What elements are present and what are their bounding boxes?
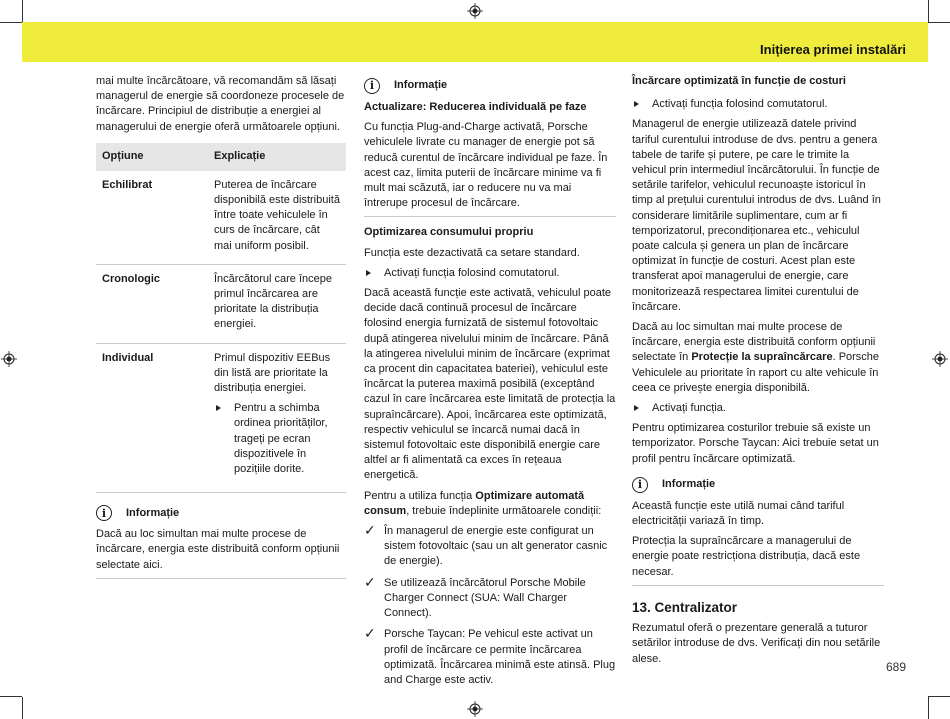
info-icon: i — [364, 78, 380, 94]
info-title: Informație — [126, 506, 180, 519]
info-heading — [632, 477, 884, 493]
table-row — [96, 171, 346, 265]
divider — [632, 585, 884, 586]
column-left — [96, 74, 346, 587]
divider — [96, 578, 346, 579]
column-right — [632, 74, 884, 672]
info-text: Această funcție este utilă numai când tariful electricității variază în timp. — [632, 499, 845, 528]
condition-item: ✓ În managerul de energie este configurat un sistem fotovoltaic (sau un alt generator casnic de energie). — [364, 522, 608, 568]
table-header-explanation: Explicație — [208, 143, 346, 171]
function-name: Optimizare automată consum — [364, 489, 585, 517]
paragraph: Rezumatul oferă o prezentare generală a tuturor setărilor introduse de dvs. Verificați din nou setările alese. — [632, 622, 881, 665]
crop-mark — [0, 696, 22, 697]
setting-name: Protecție la supraîncărcare — [691, 351, 833, 364]
info-title: Informație — [662, 478, 716, 491]
header-title: Inițierea primei instalări — [760, 41, 906, 57]
paragraph: Dacă această funcție este activată, vehiculul poate decide dacă continuă procesul de încărcare folosind energia furnizată de sistemul fotovoltaic după atingerea nivelului minim de încărcare. Până la atingerea nivelului minim de încărcare (exprimat ca procent din capacitatea bateriei), vehiculul este încărcat la puterea maximă posibilă (exceptând cazul în care încărcarea este limitată de protecția la supraîncărcare). Apoi, încărcarea este optimizată, respectiv vehiculul se încarcă numai dacă în sistemul fotovoltaic este disponibilă energie care altfel ar fi alimentată ca exces în rețeaua energetică. — [364, 287, 616, 482]
crop-mark — [0, 22, 22, 23]
intro-text: mai multe încărcătoare, vă recomandăm să lăsați managerul de energie să coordoneze procesele de încărcare. Principiul de distribuție a energiei al managerului de energie oferă următoarele opțiuni. — [96, 75, 345, 133]
table-row — [96, 264, 346, 343]
option-name: Individual — [96, 343, 208, 493]
info-heading — [96, 505, 346, 521]
crop-mark — [22, 0, 23, 22]
table-row — [96, 343, 346, 493]
registration-mark-icon — [932, 351, 948, 367]
paragraph: Dacă au loc simultan mai multe procese de încărcare, energia este distribuită conform opțiunii selectate în Protecție la supraîncărcare. Porsche Vehiculele au prioritate în raport cu alte vehicule în ceea ce privește energia disponibilă. — [632, 321, 880, 394]
info-text: Cu funcția Plug-and-Charge activată, Porsche vehiculele livrate cu manager de energie pot să reducă curentul de încărcare individual pe faze. În acest caz, limita puterii de încărcare minime va fi mult mai scăzută, iar o reducere nu va mai întrerupe procesul de încărcare. — [364, 121, 608, 210]
paragraph: Pentru optimizarea costurilor trebuie să existe un temporizator. Porsche Taycan: Aici trebuie setat un profil pentru încărcare optimizată. — [632, 422, 879, 465]
option-name: Cronologic — [96, 264, 208, 343]
option-explanation: Încărcătorul care începe primul încărcarea are prioritate la distribuția energiei. — [208, 264, 346, 343]
instruction-bullet: Activați funcția. — [632, 401, 884, 416]
condition-item: ✓ Se utilizează încărcătorul Porsche Mobile Charger Connect (SUA: Wall Charger Connect). — [364, 573, 586, 620]
registration-mark-icon — [467, 701, 483, 717]
check-icon: ✓ — [364, 573, 376, 590]
option-bullet: Pentru a schimba ordinea priorităților, trageți pe ecran dispozitivele în pozițiile dorite. — [214, 401, 340, 477]
section-title: 13. Centralizator — [632, 599, 738, 615]
column-middle — [364, 74, 616, 694]
info-subtitle: Actualizare: Reducerea individuală pe faze — [364, 101, 587, 113]
paragraph: Pentru a utiliza funcția Optimizare automată consum, trebuie îndeplinite următoarele condiții: — [364, 489, 602, 517]
crop-mark — [928, 0, 929, 22]
instruction-bullet: Activați funcția folosind comutatorul. — [632, 97, 884, 112]
paragraph: Managerul de energie utilizează datele privind tariful curentului introduse de dvs. pentru a genera tabele de tarife și putere, pe care le trimite la vehicul prin intermediul încărcătorului. În funcție de setările tarifelor, vehiculul recunoaște istoricul în timp al prețului curentului introdus de dvs. Luând în considerare limitările suplimentare, cum ar fi temporizatorul, precondiționarea etc., vehiculul poate calcula și genera un plan de încărcare optimizat în funcție de costuri. Acest plan este transferat apoi managerului de energie, care monitorizează respectarea limitei curentului de încărcare. — [632, 118, 881, 313]
info-heading — [364, 78, 616, 94]
option-name: Echilibrat — [96, 171, 208, 265]
table-header-option: Opțiune — [96, 143, 208, 171]
info-title: Informație — [394, 79, 448, 92]
check-icon: ✓ — [364, 625, 376, 642]
registration-mark-icon — [467, 3, 483, 19]
option-explanation-cell — [208, 343, 346, 493]
instruction-bullet: Activați funcția folosind comutatorul. — [364, 266, 616, 281]
crop-mark — [928, 697, 929, 719]
condition-item: ✓ Porsche Taycan: Pe vehicul este activat un profil de încărcare ce permite încărcarea optimizată. Încărcarea minimă este atinsă. Plug and Charge este activ. — [364, 625, 616, 686]
header-band — [22, 22, 928, 62]
info-text: Dacă au loc simultan mai multe procese de încărcare, energia este distribuită conform opțiunii selectate aici. — [96, 528, 340, 571]
paragraph: Funcția este dezactivată ca setare standard. — [364, 246, 580, 259]
info-icon: i — [96, 505, 112, 521]
page-number: 689 — [885, 660, 906, 674]
option-explanation: Puterea de încărcare disponibilă este distribuită între toate vehiculele în curs de încărcare, cât mai uniform posibil. — [208, 171, 346, 265]
crop-mark — [928, 696, 950, 697]
crop-mark — [928, 22, 950, 23]
info-icon: i — [632, 477, 648, 493]
registration-mark-icon — [1, 351, 17, 367]
info-text: Protecția la supraîncărcare a managerului de energie poate restricționa distribuția, dacă este necesar. — [632, 535, 861, 578]
option-explanation: Primul dispozitiv EEBus din listă are prioritate la distribuția energiei. — [214, 351, 331, 395]
crop-mark — [22, 697, 23, 719]
options-table — [96, 143, 346, 493]
divider — [364, 216, 616, 217]
check-icon: ✓ — [364, 522, 376, 539]
section-heading: Optimizarea consumului propriu — [364, 226, 534, 239]
section-heading: Încărcare optimizată în funcție de costuri — [632, 75, 846, 87]
